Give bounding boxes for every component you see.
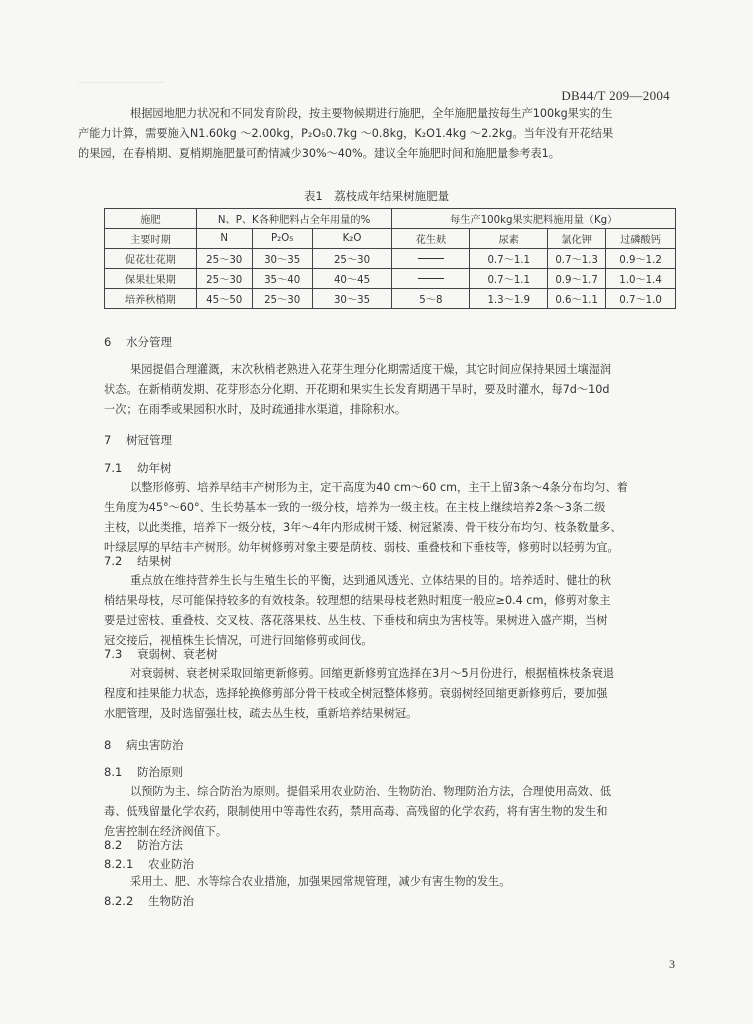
paragraph-line: 毒、低残留量化学农药，限制使用中等毒性农药，禁用高毒、高残留的化学农药，将有害生物的发生和 [104,805,608,818]
subsubsection-title: 农业防治 [148,857,194,871]
header-cell: 花生麸 [392,229,470,249]
table-row [105,289,676,309]
section-paragraph [104,782,676,842]
paragraph-line: 一次；在雨季或果园积水时，及时疏通排水渠道，排除积水。 [104,403,407,416]
header-cell: 每生产100kg果实肥料施用量（Kg） [392,209,676,229]
paragraph-line: 主枝，以此类推，培养下一级分枝，3年～4年内形成树干矮、树冠紧凑、骨干枝分布均匀、枝条数量多、 [104,521,622,534]
section-heading [104,432,172,448]
subsection-title: 结果树 [137,554,172,568]
section-number: 8 [104,738,112,752]
subsection-title: 衰弱树、衰老树 [137,647,218,661]
paragraph-line: 程度和挂果能力状态，选择轮换修剪部分骨干枝或全树冠整体修剪。衰弱树经回缩更新修剪后，要加强 [104,687,608,700]
section-number: 6 [104,335,112,349]
subsection-title: 防治原则 [137,765,183,779]
section-heading [104,737,184,753]
table-cell: 45～50 [196,289,252,309]
table-cell: 1.3～1.9 [470,289,548,309]
paragraph-line: 以预防为主、综合防治为原则。提倡采用农业防治、生物防治、物理防治方法，合理使用高效、低 [130,785,612,798]
subsubsection-number: 8.2.2 [104,894,134,908]
section-title: 水分管理 [126,335,172,349]
paragraph-line: 危害控制在经济阀值下。 [104,825,228,838]
table-row [105,269,676,289]
subsection-number: 7.1 [104,461,123,475]
table-cell: 培养秋梢期 [105,289,197,309]
subsubsection-number: 8.2.1 [104,857,134,871]
table-cell: 30～35 [252,249,312,269]
section-paragraph [104,571,676,651]
paragraph-line: 重点放在维持营养生长与生殖生长的平衡，达到通风透光、立体结果的目的。培养适时、健壮的秋 [130,574,612,587]
subsection-title: 幼年树 [137,461,172,475]
scan-artifact [78,82,164,93]
table-cell: 0.9～1.7 [548,269,606,289]
table-row [105,249,676,269]
header-cell: K₂O [312,229,392,249]
section-heading [104,334,172,350]
subsection-title: 防治方法 [137,838,183,852]
table-header-row [105,209,676,229]
table-cell: 促花壮花期 [105,249,197,269]
section-paragraph [104,664,676,724]
section-paragraph [104,478,676,558]
table-cell: 40～45 [312,269,392,289]
table-cell: 1.0～1.4 [606,269,676,289]
table-cell: 30～35 [312,289,392,309]
table-header-row [105,229,676,249]
subsubsection-heading [104,893,194,909]
table-cell: 5～8 [392,289,470,309]
header-cell: 尿素 [470,229,548,249]
section-title: 树冠管理 [126,433,172,447]
subsection-number: 8.2 [104,838,123,852]
paragraph-line: 以整形修剪、培养早结丰产树形为主，定干高度为40 cm～60 cm，主干上留3条～4条分布均匀、着 [130,481,628,494]
intro-line: 根据园地肥力状况和不同发育阶段，按主要物候期进行施肥，全年施肥量按每生产100kg果实的生 [130,107,613,120]
header-cell: 氯化钾 [548,229,606,249]
section-paragraph [104,872,676,892]
intro-paragraph [78,104,676,164]
section-paragraph [104,360,676,420]
header-cell: N、P、K各种肥料占全年用量的% [196,209,392,229]
subsection-number: 7.3 [104,647,123,661]
table-cell: 25～30 [312,249,392,269]
subsection-number: 8.1 [104,765,123,779]
header-cell: 施肥 [105,209,197,229]
paragraph-line: 生角度为45°～60°、生长势基本一致的一级分枝，培养为一级主枝。在主枝上继续培养2条～3条二级 [104,501,606,514]
document-code: DB44/T 209—2004 [561,88,670,103]
paragraph-line: 果园提倡合理灌溉，末次秋梢老熟进入花芽生理分化期需适度干燥，其它时间应保持果园土壤湿润 [130,363,612,376]
subsection-heading [104,460,172,476]
table-cell: 0.7～1.3 [548,249,606,269]
table-cell: 0.6～1.1 [548,289,606,309]
subsection-heading [104,764,183,780]
subsection-heading [104,837,183,853]
paragraph-line: 梢结果母枝，尽可能保持较多的有效枝条。较理想的结果母枝老熟时粗度一般应≥0.4 cm，修剪对象主 [104,594,611,607]
table-cell: 0.7～1.1 [470,249,548,269]
table-cell: 保果壮果期 [105,269,197,289]
header-cell: 主要时期 [105,229,197,249]
table-cell-dash [392,269,470,289]
table-cell: 25～30 [196,249,252,269]
page-number: 3 [669,957,675,971]
subsubsection-heading [104,856,194,872]
section-number: 7 [104,433,112,447]
subsection-heading [104,646,218,662]
table-cell: 0.9～1.2 [606,249,676,269]
header-cell: 过磷酸钙 [606,229,676,249]
paragraph-line: 水肥管理，及时选留强壮枝，疏去丛生枝，重新培养结果树冠。 [104,707,418,720]
fertilizer-table [104,208,676,309]
table-cell: 35～40 [252,269,312,289]
header-cell: P₂O₅ [252,229,312,249]
paragraph-line: 采用土、肥、水等综合农业措施，加强果园常规管理，减少有害生物的发生。 [130,875,511,888]
table-cell: 25～30 [196,269,252,289]
table-caption: 表1 荔枝成年结果树施肥量 [303,189,450,203]
table-cell: 0.7～1.1 [470,269,548,289]
subsubsection-title: 生物防治 [148,894,194,908]
section-title: 病虫害防治 [126,738,184,752]
intro-line: 的果园，在春梢期、夏梢期施肥量可酌情减少30%～40%。建议全年施肥时间和施肥量参考表1。 [78,147,560,160]
table-cell: 0.7～1.0 [606,289,676,309]
paragraph-line: 状态。在新梢萌发期、花芽形态分化期、开花期和果实生长发育期遇干旱时，要及时灌水，每7d～10d [104,383,610,396]
table-cell: 25～30 [252,289,312,309]
paragraph-line: 对衰弱树、衰老树采取回缩更新修剪。回缩更新修剪宜选择在3月～5月份进行，根据植株枝条衰退 [130,667,615,680]
subsection-number: 7.2 [104,554,123,568]
table-cell-dash [392,249,470,269]
header-cell: N [196,229,252,249]
intro-line: 产能力计算，需要施入N1.60kg ～2.00kg，P₂O₅0.7kg ～0.8kg，K₂O1.4kg ～2.2kg。当年没有开花结果 [78,127,614,140]
paragraph-line: 叶绿层厚的早结丰产树形。幼年树修剪对象主要是荫枝、弱枝、重叠枝和下垂枝等，修剪时以轻剪为宜。 [104,541,619,554]
paragraph-line: 要是过密枝、重叠枝、交叉枝、落花落果枝、丛生枝、下垂枝和病虫为害枝等。果树进入盛产期，当树 [104,614,608,627]
paragraph-line: 冠交接后，视植株生长情况，可进行回缩修剪或间伐。 [104,634,373,647]
subsection-heading [104,553,172,569]
